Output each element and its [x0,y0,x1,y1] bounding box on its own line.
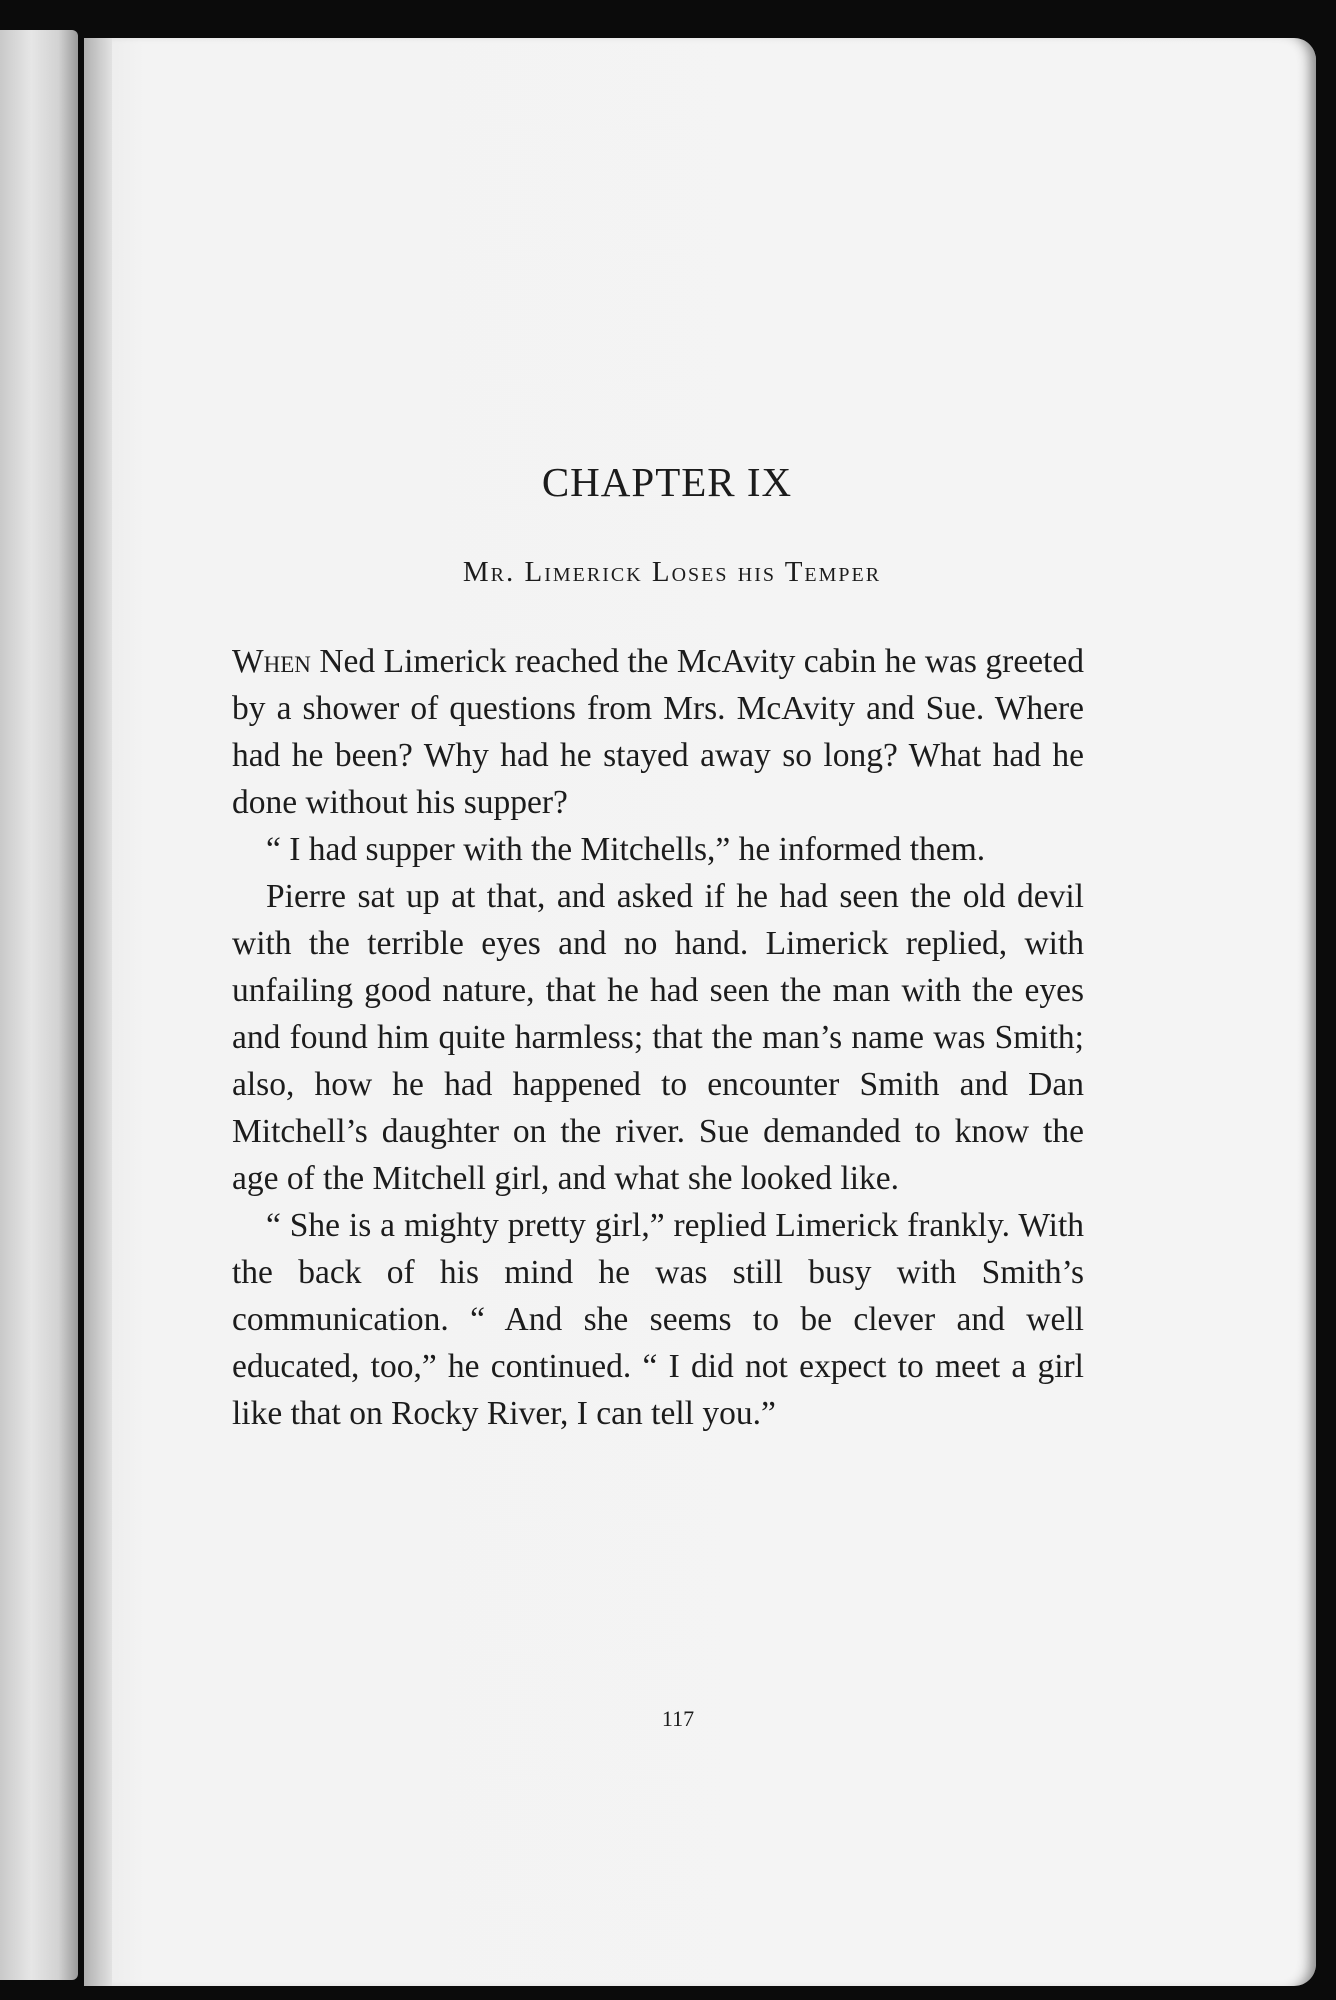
page-gutter [84,38,112,1986]
paragraph-text: Ned Limerick reached the McAvity cabin he was greeted by a shower of questions from Mrs. McAvity and Sue. Where had he been? Why had he stayed away so long? What had he done without his supper? [232,643,1084,821]
paragraph: “ I had supper with the Mitchells,” he informed them. [266,831,986,868]
chapter-title: CHAPTER IX [541,459,793,505]
paragraph-lead-word: When [232,643,311,680]
chapter-subtitle: Mr. Limerick Loses his Temper [462,556,882,588]
page-text-block [232,452,1084,1731]
paragraph: Pierre sat up at that, and asked if he had seen the old devil with the terrible eyes and no hand. Limerick replied, with unfailing good nature, that he had seen the man with the eyes and found him quite harmless; that the man’s name was Smith; also, how he had happened to encounter Smith and Dan Mitchell’s daughter on the river. Sue demanded to know the age of the Mitchell girl, and what she looked like. [232,878,1084,1197]
left-page-edge [0,30,78,1980]
paragraph [232,638,1084,826]
chapter-body [232,638,1084,1437]
paragraph: “ She is a mighty pretty girl,” replied Limerick frankly. With the back of his mind he was still busy with Smith’s communication. “ And she seems to be clever and well educated, too,” he continued. “ I did not expect to meet a girl like that on Rocky River, I can tell you.” [232,1207,1084,1432]
page-number: 117 [661,1706,695,1731]
